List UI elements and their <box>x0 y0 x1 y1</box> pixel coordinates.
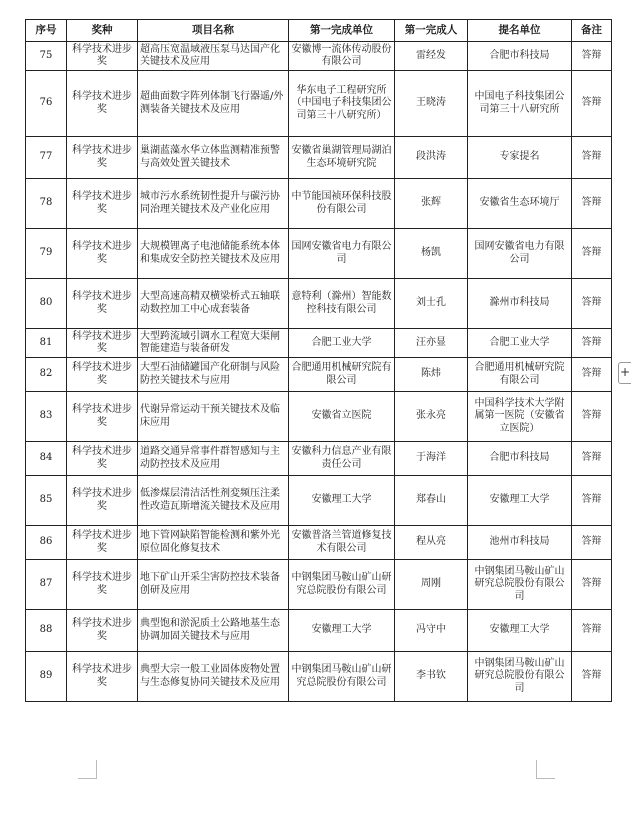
header-unit: 第一完成单位 <box>289 20 395 42</box>
first-unit: 安徽理工大学 <box>289 610 395 652</box>
note: 答辩 <box>572 329 612 358</box>
note: 答辩 <box>572 137 612 179</box>
nominator: 安徽理工大学 <box>468 476 572 526</box>
row-number: 76 <box>26 71 67 137</box>
award-type: 科学技术进步奖 <box>67 610 138 652</box>
nominator: 合肥市科技局 <box>468 42 572 71</box>
first-person: 张永亮 <box>395 392 468 442</box>
project-name: 道路交通异常事件群智感知与主动防控技术及应用 <box>138 442 289 476</box>
nominator: 合肥工业大学 <box>468 329 572 358</box>
award-type: 科学技术进步奖 <box>67 652 138 702</box>
table-row <box>26 610 612 652</box>
nominator: 专家提名 <box>468 137 572 179</box>
project-name: 城市污水系统韧性提升与碳污协同治理关键技术及产业化应用 <box>138 179 289 229</box>
nominator: 国网安徽省电力有限公司 <box>468 229 572 279</box>
note: 答辩 <box>572 179 612 229</box>
nominator: 中国电子科技集团公司第三十八研究所 <box>468 71 572 137</box>
first-person: 刘士孔 <box>395 279 468 329</box>
nominator: 中钢集团马鞍山矿山研究总院股份有限公司 <box>468 560 572 610</box>
first-unit: 安徽博一流体传动股份有限公司 <box>289 42 395 71</box>
first-person: 程从亮 <box>395 526 468 560</box>
project-name: 典型饱和淤泥质土公路地基生态协调加固关键技术与应用 <box>138 610 289 652</box>
first-unit: 意特利（滁州）智能数控科技有限公司 <box>289 279 395 329</box>
nominator: 滁州市科技局 <box>468 279 572 329</box>
table-row <box>26 560 612 610</box>
award-type: 科学技术进步奖 <box>67 179 138 229</box>
row-number: 79 <box>26 229 67 279</box>
nominator: 中国科学技术大学附属第一医院（安徽省立医院） <box>468 392 572 442</box>
first-unit: 中节能国祯环保科技股份有限公司 <box>289 179 395 229</box>
project-name: 大型高速高精双横梁桥式五轴联动数控加工中心成套装备 <box>138 279 289 329</box>
first-person: 李书钦 <box>395 652 468 702</box>
award-type: 科学技术进步奖 <box>67 526 138 560</box>
nominator: 合肥通用机械研究院有限公司 <box>468 358 572 392</box>
first-person: 王晓涛 <box>395 71 468 137</box>
project-name: 代谢异常运动干预关键技术及临床应用 <box>138 392 289 442</box>
project-name: 地下管网缺陷智能检测和紫外光原位固化修复技术 <box>138 526 289 560</box>
row-number: 81 <box>26 329 67 358</box>
first-unit: 安徽省立医院 <box>289 392 395 442</box>
table-row <box>26 42 612 71</box>
project-name: 大型石油储罐国产化研制与风险防控关键技术与应用 <box>138 358 289 392</box>
table-row <box>26 229 612 279</box>
crop-mark-left <box>78 760 97 779</box>
award-type: 科学技术进步奖 <box>67 560 138 610</box>
table-row <box>26 442 612 476</box>
first-unit: 华东电子工程研究所（中国电子科技集团公司第三十八研究所） <box>289 71 395 137</box>
award-type: 科学技术进步奖 <box>67 392 138 442</box>
expand-button[interactable]: + <box>618 362 631 384</box>
row-number: 82 <box>26 358 67 392</box>
award-type: 科学技术进步奖 <box>67 358 138 392</box>
table-row <box>26 329 612 358</box>
project-name: 大规模锂离子电池储能系统本体和集成安全防控关键技术及应用 <box>138 229 289 279</box>
first-person: 杨凯 <box>395 229 468 279</box>
first-person: 冯守中 <box>395 610 468 652</box>
header-project: 项目名称 <box>138 20 289 42</box>
nominator: 合肥市科技局 <box>468 442 572 476</box>
nominator: 安徽理工大学 <box>468 610 572 652</box>
row-number: 89 <box>26 652 67 702</box>
note: 答辩 <box>572 610 612 652</box>
first-unit: 安徽省巢湖管理局湖泊生态环境研究院 <box>289 137 395 179</box>
first-person: 于海洋 <box>395 442 468 476</box>
nominator: 池州市科技局 <box>468 526 572 560</box>
award-type: 科学技术进步奖 <box>67 71 138 137</box>
first-person: 周刚 <box>395 560 468 610</box>
note: 答辩 <box>572 652 612 702</box>
note: 答辩 <box>572 526 612 560</box>
table-row <box>26 279 612 329</box>
project-name: 低渗煤层清洁活性剂変频压注柔性改造瓦斯增流关键技术及应用 <box>138 476 289 526</box>
first-unit: 国网安徽省电力有限公司 <box>289 229 395 279</box>
project-name: 大型跨流域引调水工程宽大渠闸智能建造与装备研发 <box>138 329 289 358</box>
first-person: 郑春山 <box>395 476 468 526</box>
row-number: 83 <box>26 392 67 442</box>
award-type: 科学技术进步奖 <box>67 442 138 476</box>
crop-mark-right <box>536 760 555 779</box>
first-person: 陈炜 <box>395 358 468 392</box>
note: 答辩 <box>572 392 612 442</box>
header-type: 奖种 <box>67 20 138 42</box>
project-name: 超曲面数字阵列体制飞行器遥/外测装备关键技术及应用 <box>138 71 289 137</box>
note: 答辩 <box>572 358 612 392</box>
row-number: 87 <box>26 560 67 610</box>
note: 答辩 <box>572 476 612 526</box>
first-unit: 中钢集团马鞍山矿山研究总院股份有限公司 <box>289 652 395 702</box>
first-person: 段洪涛 <box>395 137 468 179</box>
award-type: 科学技术进步奖 <box>67 229 138 279</box>
table-row <box>26 652 612 702</box>
table-row <box>26 137 612 179</box>
header-no: 序号 <box>26 20 67 42</box>
award-type: 科学技术进步奖 <box>67 476 138 526</box>
table-row <box>26 476 612 526</box>
first-unit: 安徽科力信息产业有限责任公司 <box>289 442 395 476</box>
table-header-row <box>26 20 612 42</box>
row-number: 78 <box>26 179 67 229</box>
note: 答辩 <box>572 279 612 329</box>
first-person: 雷经发 <box>395 42 468 71</box>
row-number: 80 <box>26 279 67 329</box>
nominator: 安徽省生态环境厅 <box>468 179 572 229</box>
table-row <box>26 179 612 229</box>
nominator: 中钢集团马鞍山矿山研究总院股份有限公司 <box>468 652 572 702</box>
row-number: 86 <box>26 526 67 560</box>
note: 答辩 <box>572 71 612 137</box>
table-row <box>26 71 612 137</box>
award-type: 科学技术进步奖 <box>67 329 138 358</box>
note: 答辩 <box>572 442 612 476</box>
note: 答辩 <box>572 229 612 279</box>
row-number: 77 <box>26 137 67 179</box>
project-name: 地下矿山开采尘害防控技术装备创研及应用 <box>138 560 289 610</box>
first-unit: 中钢集团马鞍山矿山研究总院股份有限公司 <box>289 560 395 610</box>
first-unit: 安徽普洛兰管道修复技术有限公司 <box>289 526 395 560</box>
header-nominator: 提名单位 <box>468 20 572 42</box>
header-note: 备注 <box>572 20 612 42</box>
first-person: 汪亦显 <box>395 329 468 358</box>
note: 答辩 <box>572 560 612 610</box>
first-unit: 合肥工业大学 <box>289 329 395 358</box>
row-number: 88 <box>26 610 67 652</box>
first-person: 张辉 <box>395 179 468 229</box>
project-name: 巢湖蓝藻水华立体监测精准预警与高效处置关键技术 <box>138 137 289 179</box>
award-type: 科学技术进步奖 <box>67 279 138 329</box>
first-unit: 合肥通用机械研究院有限公司 <box>289 358 395 392</box>
note: 答辩 <box>572 42 612 71</box>
row-number: 85 <box>26 476 67 526</box>
project-name: 超高压宽温域液压泵马达国产化关键技术及应用 <box>138 42 289 71</box>
table-row <box>26 358 612 392</box>
table-row <box>26 392 612 442</box>
first-unit: 安徽理工大学 <box>289 476 395 526</box>
row-number: 75 <box>26 42 67 71</box>
row-number: 84 <box>26 442 67 476</box>
table-row <box>26 526 612 560</box>
header-person: 第一完成人 <box>395 20 468 42</box>
project-name: 典型大宗一般工业固体废物处置与生态修复协同关键技术及应用 <box>138 652 289 702</box>
awards-table <box>25 19 612 702</box>
award-type: 科学技术进步奖 <box>67 42 138 71</box>
award-type: 科学技术进步奖 <box>67 137 138 179</box>
